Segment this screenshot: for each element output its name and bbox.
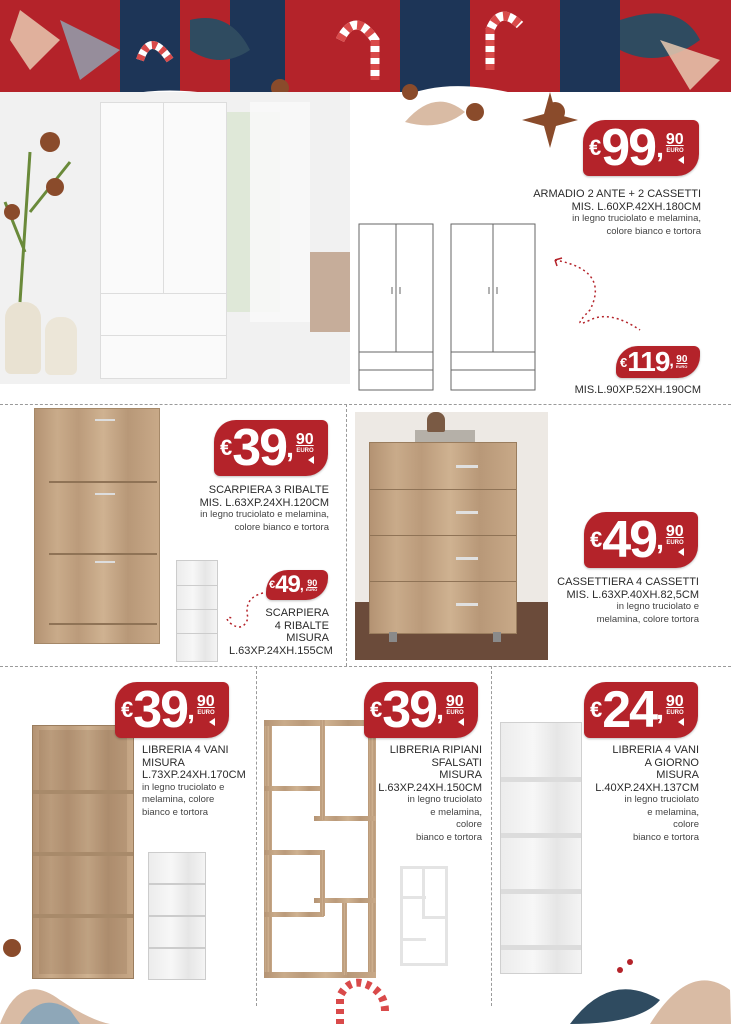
dotted-arrow-icon [550, 255, 645, 335]
triangle-icon [458, 718, 464, 726]
euro-label: EURO [446, 710, 464, 716]
bookcase-offset-description [362, 744, 482, 844]
currency-symbol: € [121, 697, 134, 722]
euro-label: EURO [666, 710, 684, 716]
plant-icon [0, 92, 100, 312]
product-material: melamina, colore [142, 794, 215, 805]
euro-label: EURO [296, 448, 314, 454]
euro-label: EURO [675, 364, 688, 369]
product-title: MISURA [286, 632, 329, 644]
bookcase-open-description [589, 744, 699, 844]
vase [5, 302, 41, 374]
shoe-cabinet-description [129, 484, 329, 534]
currency-symbol: € [220, 435, 233, 460]
product-material: melamina, colore tortora [596, 613, 699, 625]
currency-symbol: € [269, 579, 276, 591]
product-material: colore bianco e tortora [234, 521, 329, 533]
triangle-icon [678, 718, 684, 726]
curtain [250, 102, 310, 322]
wardrobe-drawings [355, 222, 545, 394]
price-integer: 99 [601, 119, 656, 177]
price-cents: 90 [676, 354, 688, 365]
product-measure: L.40XP.24XH.137CM [595, 781, 699, 794]
triangle-icon [678, 156, 684, 164]
product-title: SCARPIERA 3 RIBALTE [208, 484, 329, 496]
product-title: SFALSATI [431, 756, 482, 769]
holly-leaf-icon [560, 940, 731, 1024]
triangle-icon [209, 718, 215, 726]
price-integer: 119 [627, 346, 670, 377]
triangle-icon [678, 548, 684, 556]
product-material: bianco e tortora [142, 806, 209, 818]
currency-symbol: € [590, 527, 603, 552]
currency-symbol: € [590, 697, 603, 722]
price-integer: 39 [232, 419, 287, 477]
price-integer: 49 [275, 571, 300, 598]
product-title: CASSETTIERA 4 CASSETTI [557, 576, 699, 588]
bookcase-offset-white-image [400, 866, 448, 966]
product-material: e melamina, [430, 806, 482, 818]
price-cents: 90 [196, 693, 215, 710]
price-tag-chest: € 49 , 90 EURO [584, 512, 698, 568]
side-cabinet [310, 252, 350, 332]
product-title: SCARPIERA [265, 607, 329, 619]
product-title: 4 RIBALTE [274, 619, 329, 632]
bookcase-4-description [142, 744, 252, 819]
price-tag-shoe-cabinet-alt: € 49 , 90 EURO [266, 570, 328, 600]
triangle-icon [308, 456, 314, 464]
star-anise-icon [520, 90, 580, 150]
price-tag-bookcase-open: € 24 , 90 EURO [584, 682, 698, 738]
price-integer: 39 [382, 681, 437, 739]
section-divider [256, 666, 257, 1006]
price-tag-bookcase-4: € 39 , 90 EURO [115, 682, 229, 738]
product-measure: L.73XP.24XH.170CM [142, 769, 246, 781]
product-title: MISURA [142, 756, 185, 769]
product-material: in legno truciolato [624, 794, 699, 805]
product-title: MISURA [439, 769, 482, 781]
price-integer: 49 [602, 511, 657, 569]
product-material: colore bianco e tortora [606, 225, 701, 237]
product-title: LIBRERIA RIPIANI [389, 744, 482, 756]
euro-label: EURO [666, 540, 684, 546]
product-title: ARMADIO 2 ANTE + 2 CASSETTI [533, 188, 701, 200]
product-title: LIBRERIA 4 VANI [142, 744, 229, 756]
section-divider [346, 404, 347, 666]
section-divider [491, 666, 492, 1006]
product-measure: MIS. L.60XP.42XH.180CM [571, 200, 701, 213]
product-material: in legno truciolato e [142, 781, 225, 793]
product-material: in legno truciolato [407, 794, 482, 805]
price-tag-wardrobe-alt: € 119 , 90 EURO [616, 346, 700, 378]
euro-label: EURO [197, 710, 215, 716]
wardrobe-photo [0, 92, 350, 384]
euro-label: EURO [305, 586, 318, 592]
price-tag-wardrobe: € 99 , 90 EURO [583, 120, 699, 176]
price-tag-bookcase-offset: € 39 , 90 EURO [364, 682, 478, 738]
product-material: in legno truciolato e melamina, [572, 213, 701, 224]
holly-leaf-icon [0, 930, 120, 1024]
bookcase-open-image [500, 722, 582, 974]
product-material: in legno truciolato e [616, 601, 699, 612]
product-title: LIBRERIA 4 VANI [612, 744, 699, 756]
product-material: e melamina, [647, 806, 699, 818]
chest-description [519, 576, 699, 626]
price-cents: 90 [307, 577, 318, 588]
product-material: colore [673, 819, 699, 830]
product-title: MISURA [656, 769, 699, 781]
product-measure: L.63XP.24XH.150CM [378, 781, 482, 794]
holly-leaf-icon [395, 82, 505, 142]
price-integer: 24 [602, 681, 657, 739]
product-measure: L.63XP.24XH.155CM [229, 644, 333, 657]
price-integer: 39 [133, 681, 188, 739]
product-material: in legno truciolato e melamina, [200, 509, 329, 520]
product-measure: MIS.L.90XP.52XH.190CM [574, 384, 701, 396]
product-material: bianco e tortora [415, 831, 482, 843]
product-material: colore [456, 819, 482, 830]
section-divider [0, 404, 731, 405]
currency-symbol: € [620, 354, 628, 370]
price-tag-shoe-cabinet: € 39 , 90 EURO [214, 420, 328, 476]
product-measure: MIS. L.63XP.40XH.82,5CM [566, 588, 699, 601]
price-cents: 90 [665, 693, 684, 710]
price-cents: 90 [665, 131, 684, 148]
shoe-cabinet-alt-description [229, 607, 333, 657]
wardrobe-white [100, 102, 227, 379]
section-divider [0, 666, 731, 667]
wardrobe-alt-description [541, 384, 701, 397]
candy-cane-icon [330, 966, 400, 1024]
price-cents: 90 [665, 523, 684, 540]
vase [45, 317, 77, 375]
price-cents: 90 [295, 431, 314, 448]
shoe-cabinet-white-image [176, 560, 218, 662]
bookcase-4-white-image [148, 852, 206, 980]
christmas-banner [0, 0, 731, 92]
currency-symbol: € [370, 697, 383, 722]
currency-symbol: € [589, 135, 602, 160]
product-material: bianco e tortora [632, 831, 699, 843]
product-measure: MIS. L.63XP.24XH.120CM [199, 496, 329, 509]
price-cents: 90 [445, 693, 464, 710]
product-title: A GIORNO [644, 756, 699, 769]
euro-label: EURO [666, 148, 684, 154]
bookcase-offset-image [264, 720, 376, 978]
